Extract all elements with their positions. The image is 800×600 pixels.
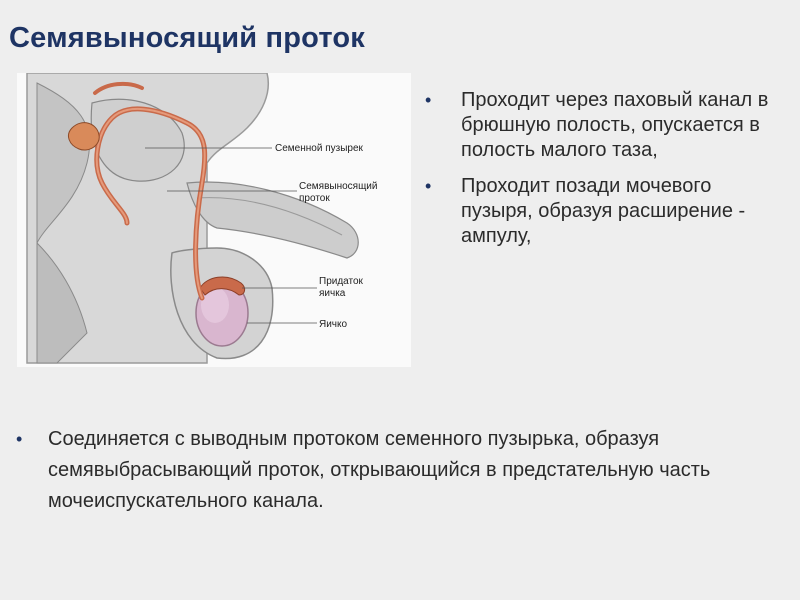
label-testis: Яичко: [319, 319, 348, 330]
label-epididymis-1: Придаток: [319, 276, 363, 287]
bullet-text: Проходит через паховый канал в брюшную полость, опускается в полость малого таза,: [461, 89, 769, 161]
penis-shaft: [187, 182, 358, 258]
right-bullet-list: [423, 88, 788, 260]
page-title: Семявыносящий проток: [9, 22, 366, 54]
bottom-bullet-list: [14, 424, 784, 517]
label-vas-deferens-1: Семявыносящий: [299, 181, 378, 192]
list-item: [423, 174, 788, 249]
seminal-vesicle-shape: [68, 123, 99, 150]
bullet-icon: •: [425, 176, 432, 196]
label-seminal-vesicle: Семенной пузырек: [275, 143, 363, 154]
list-item: [423, 88, 788, 163]
bullet-text: Проходит позади мочевого пузыря, образуя расширение - ампулу,: [461, 175, 746, 247]
bullet-icon: •: [16, 429, 23, 449]
bullet-text: Соединяется с выводным протоком семенного пузырька, образуя семявыбрасывающий проток, открывающийся в предстательную часть мочеиспускательного канала.: [48, 428, 711, 512]
anatomy-illustration: [17, 73, 411, 367]
label-epididymis-2: яичка: [319, 288, 346, 299]
bullet-icon: •: [425, 90, 432, 110]
label-vas-deferens-2: проток: [299, 193, 330, 204]
list-item: [14, 424, 784, 517]
